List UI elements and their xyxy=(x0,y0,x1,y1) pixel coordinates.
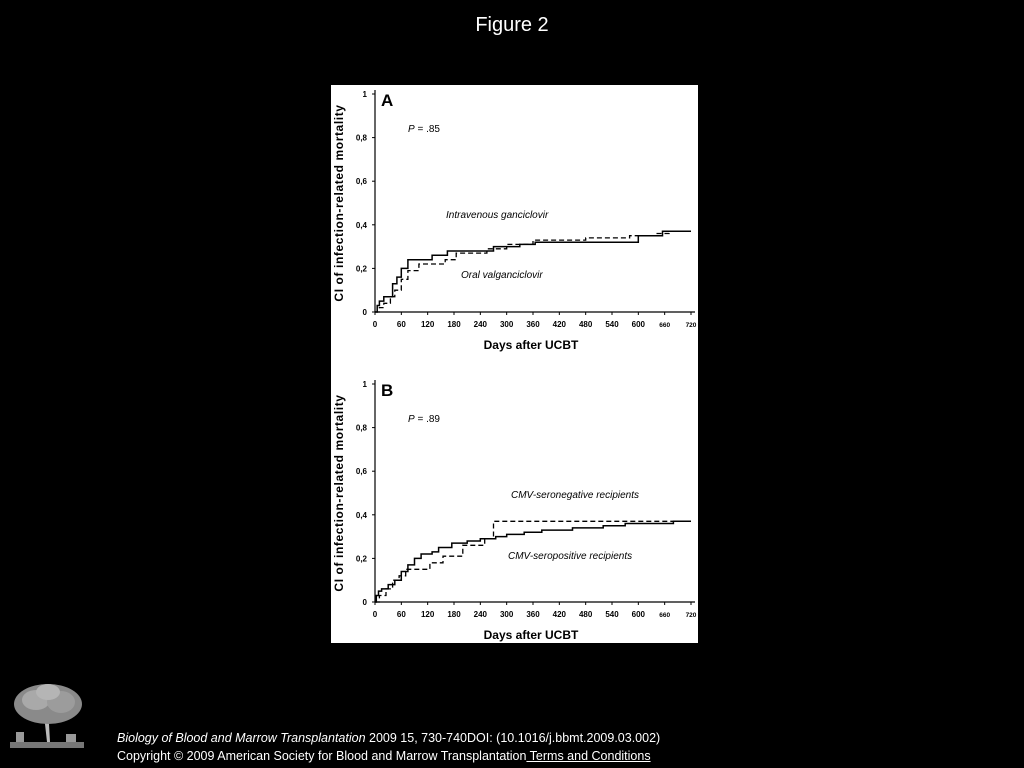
x-tick-label: 0 xyxy=(372,610,378,619)
citation-copyright: Copyright © 2009 American Society for Blood and Marrow Transplantation xyxy=(117,749,527,763)
citation-details: 2009 15, 730-740DOI: (10.1016/j.bbmt.2009.03.002) xyxy=(365,731,661,745)
x-tick-label: 480 xyxy=(578,320,593,329)
y-tick-label: 0,8 xyxy=(355,133,367,143)
p-value-prefix: P xyxy=(408,124,415,135)
y-tick-label: 0,6 xyxy=(355,467,367,477)
x-tick-label: 720 xyxy=(685,612,697,619)
series-annotation: CMV-seronegative recipients xyxy=(511,490,640,501)
p-value-label xyxy=(408,124,440,135)
x-tick-label: 480 xyxy=(578,610,593,619)
panel-letter: B xyxy=(381,381,394,400)
x-tick-label: 360 xyxy=(526,320,540,329)
x-tick-label: 420 xyxy=(552,610,567,619)
x-tick-label: 600 xyxy=(631,320,646,329)
y-tick-label: 0,2 xyxy=(355,264,367,274)
x-tick-label: 120 xyxy=(420,320,435,329)
x-axis-label: Days after UCBT xyxy=(483,628,579,642)
p-value-prefix: P xyxy=(408,414,415,425)
x-tick-label: 360 xyxy=(526,610,540,619)
x-tick-label: 720 xyxy=(685,322,697,329)
x-tick-label: 540 xyxy=(605,610,619,619)
citation-journal: Biology of Blood and Marrow Transplantation xyxy=(117,731,366,745)
x-tick-label: 240 xyxy=(473,320,488,329)
x-tick-label: 660 xyxy=(659,612,671,619)
x-tick-label: 420 xyxy=(552,320,567,329)
y-tick-label: 0 xyxy=(362,598,367,607)
y-tick-label: 0,2 xyxy=(355,554,367,564)
p-value-label xyxy=(408,414,440,425)
terms-link[interactable]: Terms and Conditions xyxy=(526,749,651,763)
x-tick-label: 60 xyxy=(396,610,406,619)
x-tick-label: 120 xyxy=(420,610,435,619)
series-annotation: Oral valganciclovir xyxy=(461,270,543,281)
series-annotation: CMV-seropositive recipients xyxy=(508,551,633,562)
elsevier-logo xyxy=(6,680,88,766)
x-tick-label: 180 xyxy=(447,320,461,329)
y-tick-label: 1 xyxy=(362,380,367,389)
p-value: = .85 xyxy=(414,124,440,135)
x-tick-label: 60 xyxy=(396,320,406,329)
x-tick-label: 660 xyxy=(659,322,671,329)
x-tick-label: 0 xyxy=(372,320,378,329)
citation xyxy=(117,729,660,765)
chart-panel-b xyxy=(332,380,697,642)
y-tick-label: 0,4 xyxy=(355,220,367,230)
x-tick-label: 540 xyxy=(605,320,619,329)
x-tick-label: 300 xyxy=(499,610,514,619)
series-annotation: Intravenous ganciclovir xyxy=(446,210,549,221)
x-axis-label: Days after UCBT xyxy=(483,338,579,352)
y-tick-label: 0,4 xyxy=(355,510,367,520)
y-tick-label: 0,6 xyxy=(355,177,367,187)
x-tick-label: 240 xyxy=(473,610,488,619)
x-tick-label: 300 xyxy=(499,320,514,329)
figure-panel xyxy=(331,85,698,643)
y-tick-label: 1 xyxy=(362,90,367,99)
logo-wordmark: ELSEVIER xyxy=(12,750,82,766)
x-tick-label: 600 xyxy=(631,610,646,619)
y-tick-label: 0,8 xyxy=(355,423,367,433)
x-tick-label: 180 xyxy=(447,610,461,619)
citation-line-1 xyxy=(117,729,660,747)
p-value: = .89 xyxy=(414,414,440,425)
y-tick-label: 0 xyxy=(362,308,367,317)
citation-line-2 xyxy=(117,747,660,765)
figure-svg xyxy=(331,85,698,643)
y-axis-label: CI of infection-related mortality xyxy=(332,104,346,302)
y-axis-label: CI of infection-related mortality xyxy=(332,394,346,592)
panel-letter: A xyxy=(381,91,394,110)
figure-title: Figure 2 xyxy=(475,14,549,36)
chart-panel-a xyxy=(332,90,697,352)
